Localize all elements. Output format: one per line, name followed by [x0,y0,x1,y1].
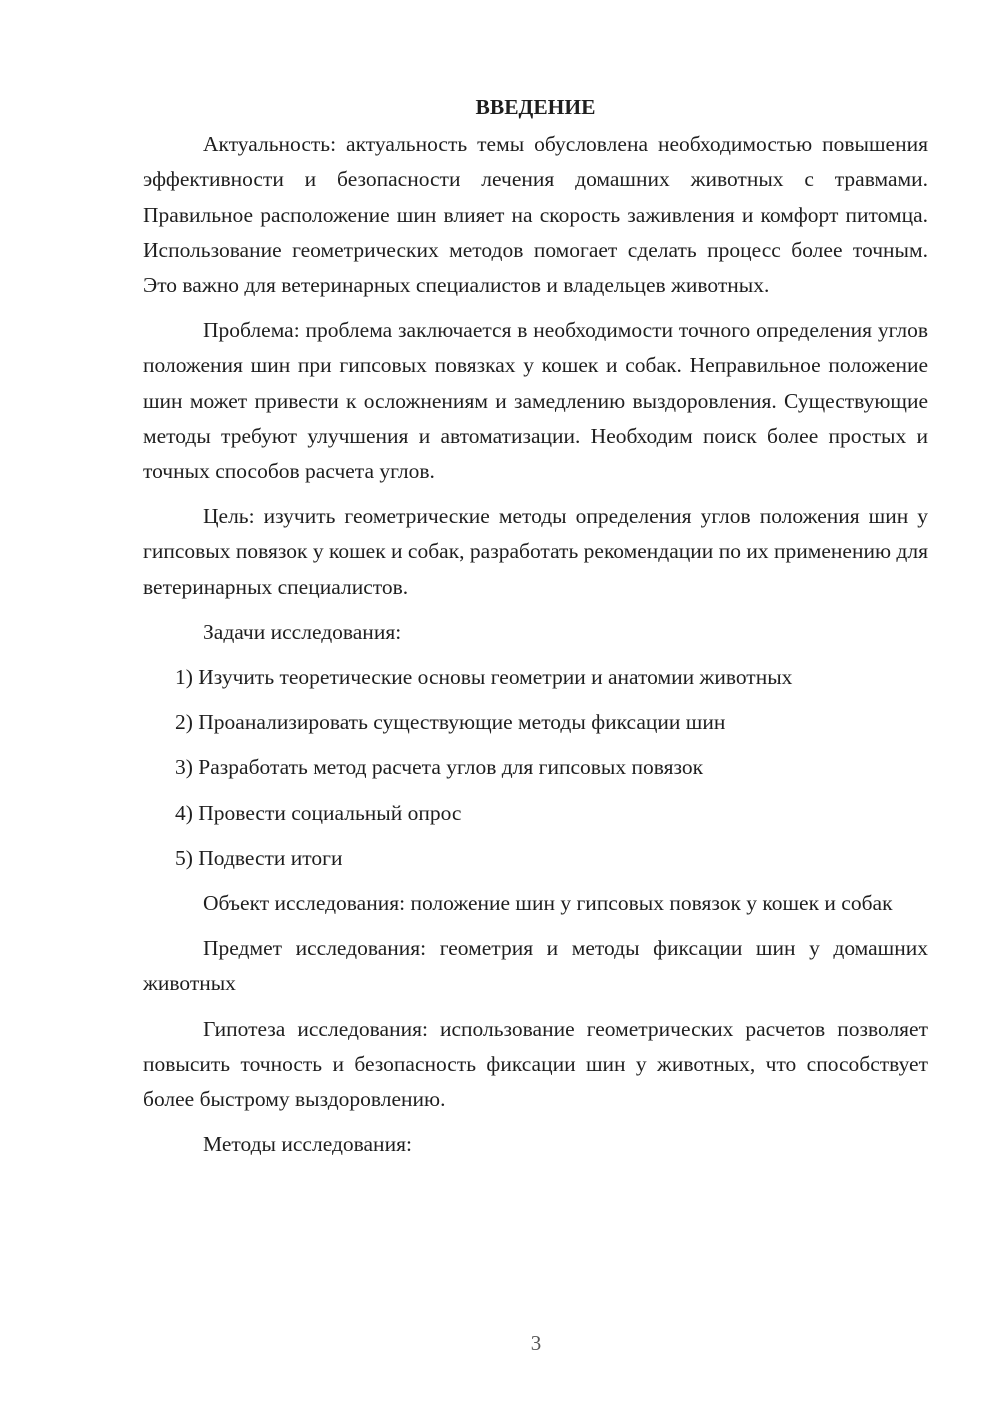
subject-paragraph: Предмет исследования: геометрия и методы фиксации шин у домашних животных [143,936,928,996]
task-item: 1) Изучить теоретические основы геометрии и анатомии животных [175,665,793,690]
object-paragraph: Объект исследования: положение шин у гипсовых повязок у кошек и собак [203,891,893,916]
problem-paragraph: Проблема: проблема заключается в необходимости точного определения углов положения шин при гипсовых повязках у кошек и собак. Неправильное положение шин может привести к осложнениям и замедлению выздоровления. Существующие методы требуют улучшения и автоматизации. Необходим поиск более простых и точных способов расчета углов. [143,318,928,484]
task-item: 4) Провести социальный опрос [175,800,462,825]
document-page [143,90,928,1172]
tasks-list [143,660,928,876]
goal-paragraph: Цель: изучить геометрические методы определения углов положения шин у гипсовых повязок у кошек и собак, разработать рекомендации по их применению для ветеринарных специалистов. [143,504,928,599]
hypothesis-paragraph: Гипотеза исследования: использование геометрических расчетов позволяет повысить точность и безопасность фиксации шин у животных, что способствует более быстрому выздоровлению. [143,1016,928,1112]
methods-heading: Методы исследования: [203,1132,412,1157]
page-number: 3 [530,1331,542,1355]
task-item: 2) Проанализировать существующие методы фиксации шин [175,710,726,735]
tasks-heading: Задачи исследования: [203,619,402,644]
task-item: 3) Разработать метод расчета углов для гипсовых повязок [175,755,704,780]
task-item: 5) Подвести итоги [175,845,343,870]
page-title: ВВЕДЕНИЕ [475,95,596,119]
relevance-paragraph: Актуальность: актуальность темы обусловлена необходимостью повышения эффективности и безопасности лечения домашних животных с травмами. Правильное расположение шин влияет на скорость заживления и комфорт питомца. Использование геометрических методов помогает сделать процесс более точным. Это важно для ветеринарных специалистов и владельцев животных. [143,132,928,298]
